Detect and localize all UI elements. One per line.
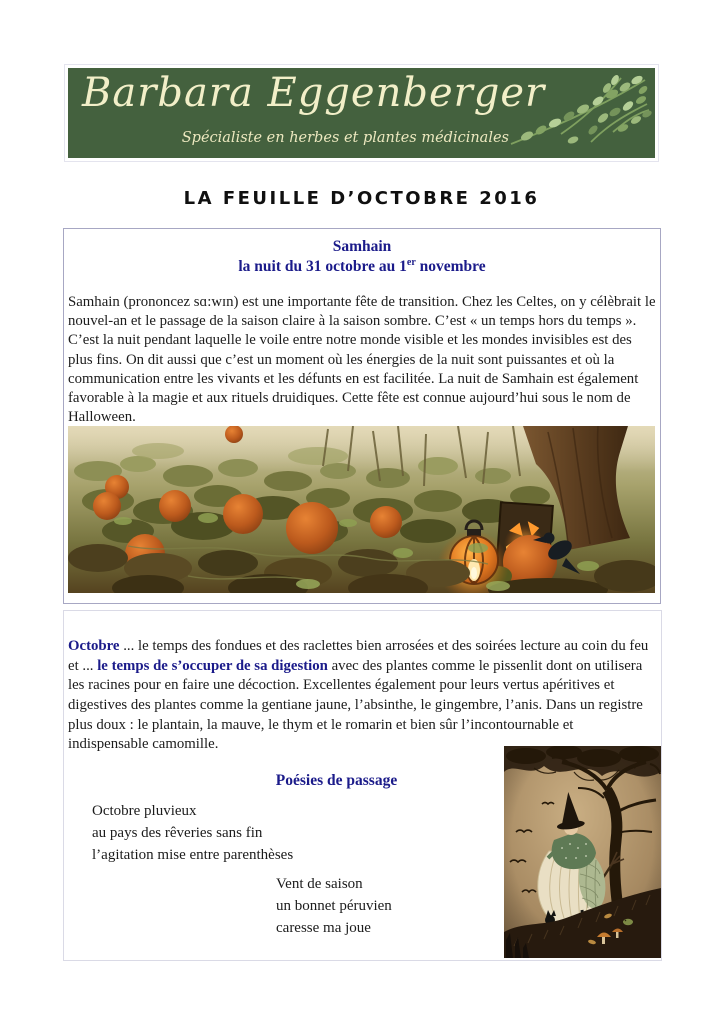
samhain-subheading: la nuit du 31 octobre au 1er novembre — [238, 256, 486, 275]
october-lead-word: Octobre — [68, 638, 120, 654]
brand-name: Barbara Eggenberger — [82, 70, 546, 116]
poem-stanza-2 — [276, 874, 392, 939]
october-section — [63, 610, 662, 961]
pumpkin-field-photo — [68, 426, 655, 593]
samhain-heading: Samhain — [332, 238, 392, 255]
superscript-er: er — [406, 256, 416, 268]
samhain-section — [63, 228, 661, 604]
poem-line: au pays des rêveries sans fin — [92, 824, 263, 841]
poem-line: un bonnet péruvien — [276, 897, 392, 914]
poem-line: caresse ma joue — [276, 919, 371, 936]
poem-stanza-1 — [92, 801, 293, 866]
brand-tagline: Spécialiste en herbes et plantes médicinales — [181, 130, 509, 146]
october-paragraph: Octobre ... le temps des fondues et des raclettes bien arrosées et des soirées lecture au coin du feu et ... le temps de s’occuper de sa digestion avec des plantes comme le pissenlit dont on utilisera les racines pour en faire une décoction. Excellentes également pour leurs vertus apéritives et digestives des plantes comme la gentiane jaune, l’absinthe, le gingembre, l’anis. Dans un registre plus doux : le plantain, la mauve, le thym et le romarin et bien sûr l’incontournable et indispensable camomille. — [68, 638, 649, 753]
header-banner — [68, 68, 655, 158]
poetry-heading: Poésies de passage — [275, 772, 398, 789]
header-frame — [64, 64, 659, 162]
poem-line: Vent de saison — [276, 876, 363, 892]
poem-line: l’agitation mise entre parenthèses — [92, 846, 294, 863]
leafy-branch-icon — [503, 70, 653, 156]
page-title: LA FEUILLE D’OCTOBRE 2016 — [183, 188, 540, 209]
witch-illustration — [504, 746, 661, 958]
digestion-bold-phrase: le temps de s’occuper de sa digestion — [97, 657, 328, 674]
poem-line: Octobre pluvieux — [92, 803, 197, 819]
samhain-paragraph: Samhain (prononcez sɑ:wɪn) est une importante fête de transition. Chez les Celtes, on y célèbrait le nouvel-an et le passage de la saison claire à la saison sombre. C’est « un temps hors du temps ». C’est la nuit pendant laquelle le voile entre notre monde visible et les mondes invisibles est des plus fins. On dit aussi que c’est un moment où les énergies de la nuit sont puissantes et où la communication entre les vivants et les défunts en est facilitée. La nuit de Samhain est également favorable à la magie et aux rituels druidiques. Cette fête est connue aujourd’hui sous le nom de Halloween. — [68, 294, 656, 426]
